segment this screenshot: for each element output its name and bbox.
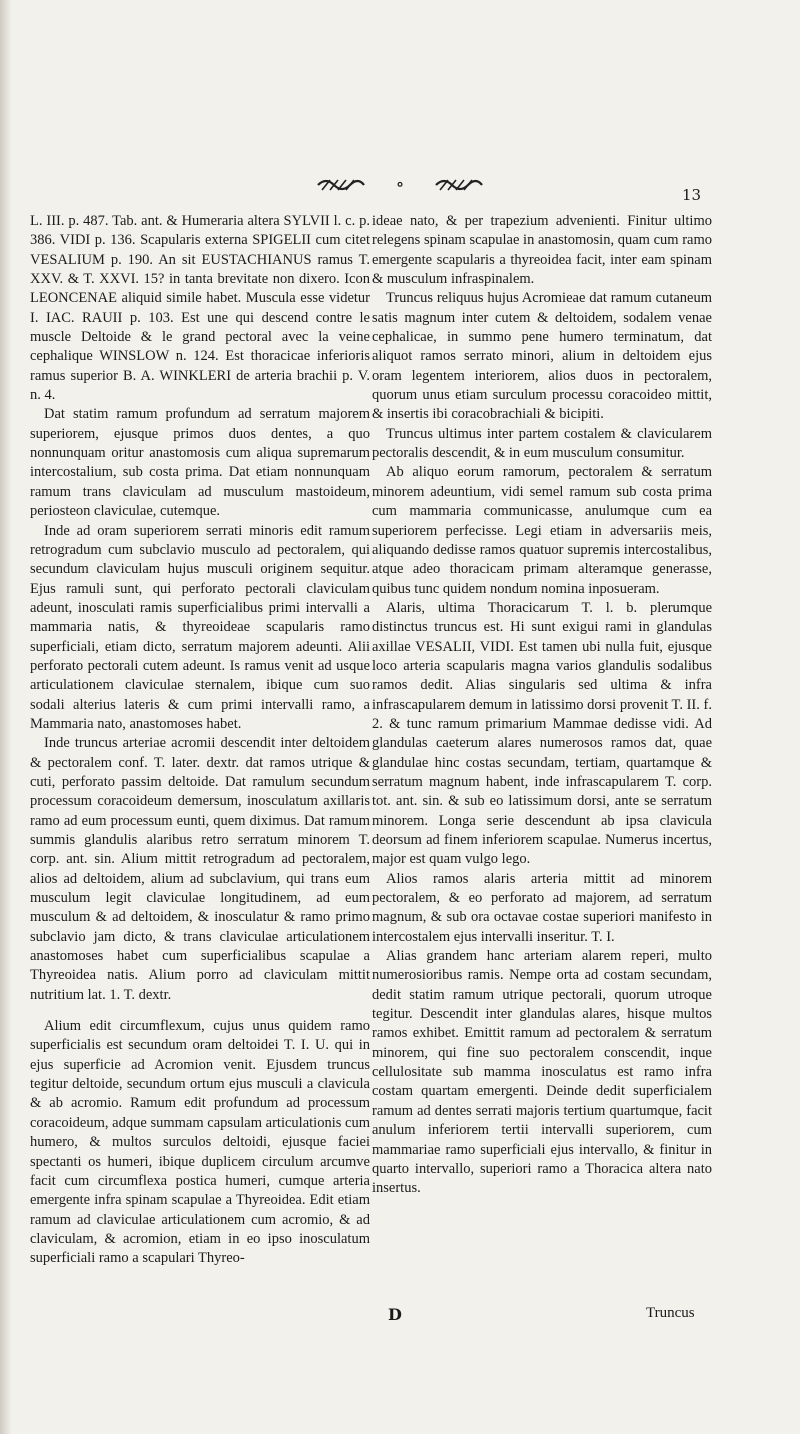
paragraph: Truncus ultimus inter partem costalem & clavicularem pectoralis descendit, & in eum musculum consumitur. <box>372 425 712 462</box>
left-column <box>30 212 370 1269</box>
catchword: Truncus <box>646 1305 695 1321</box>
paragraph: Alium edit circumflexum, cujus unus quidem ramo superficialis est secundum oram deltoidei T. I. U. qui in ejus superficie ad Acromion venit. Ejusdem truncus tegitur deltoide, secundum ortum ejus musculi a clavicula & ab acromio. Ramum edit profundum ad processum coracoideum, adque summam capsulam articulationis cum humero, & multos surculos deltoidi, ejusque faciei spectanti os humeri, ibique duplicem circulum arcumve facit cum circumflexa postica humeri, cumque arteria emergente infra spinam scapulae a Thyreoidea. Edit etiam ramum ad claviculae articulationem cum acromio, & ad claviculam, & acromion, etiam in eo ipso inosculatum superficiali ramo a scapulari Thyreo- <box>30 1018 370 1267</box>
flourish-left-icon <box>316 176 366 194</box>
header-dot: ∘ <box>395 174 405 195</box>
signature-mark: D <box>388 1305 402 1324</box>
page-number: 13 <box>682 186 702 204</box>
paragraph: Truncus reliquus hujus Acromieae dat ramum cutaneum satis magnum inter cutem & deltoidem, sodalem venae cephalicae, in summo pene humero terminatum, dat aliquot ramos serrato minori, alium in deltoidem ejus oram legentem interiorem, alios duos in pectoralem, quorum unus etiam surculum processu coracoideo mittit, & insertis ibi coracobrachiali & bicipiti. <box>372 290 712 423</box>
paragraph: Alios ramos alaris arteria mittit ad minorem pectoralem, & eo perforato ad majorem, ad serratum magnum, & sub ora octavae costae superiori manifesto in intercostalem ejus intervalli inseritur. T. I. <box>372 870 712 945</box>
paragraph: Inde truncus arteriae acromii descendit inter deltoidem & pectoralem conf. T. later. dextr. dat ramos utrique & cuti, perforato passim deltoide. Dat ramulum secundum processum coracoideum demersum, inosculatum axillaris ramo ad eum processum eunti, quem diximus. Dat ramum summis glandulis alaribus retro serratum minorem T. corp. ant. sin. Alium mittit retrogradum ad pectoralem, alios ad deltoidem, alium ad subclavium, qui trans eum musculum legit claviculae longitudinem, ad eum musculum & ad deltoidem, & inosculatur & ramo primo subclavio jam dicto, & trans claviculae articulationem anastomoses habet cum superficialibus scapulae a Thyreoidea natis. Alium porro ad claviculam mittit nutritium lat. 1. T. dextr. <box>30 735 370 1003</box>
paragraph: Ab aliquo eorum ramorum, pectoralem & serratum minorem adeuntium, vidi semel ramum sub costa prima cum mammaria communicasse, anulumque cum ea superiorem perfecisse. Legi etiam in adversariis meis, aliquando dedisse ramos quatuor supremis intercostalibus, atque adeo thoracicam primam alteramque generasse, quibus tunc quidem nondum nomina inposueram. <box>372 464 712 597</box>
paragraph: L. III. p. 487. Tab. ant. & Humeraria altera SYLVII l. c. p. 386. VIDI p. 136. Scapularis externa SPIGELII cum citet VESALIUM p. 190. An sit EUSTACHIANUS ramus T. XXV. & T. XXVI. 15? in tanta brevitate non dixero. Icon LEONCENAE aliquid simile habet. Musculа esse videtur I. IAC. RAUII p. 103. Est une qui descend contre le muscle Deltoide & le grand pectoral avec la veine cephalique WINSLOW n. 124. Est thoracicae inferioris ramus superior B. A. WINKLERI de arteria brachii p. V. n. 4. <box>30 213 370 404</box>
paragraph: Alaris, ultima Thoracicarum T. l. b. plerumque distinctus truncus est. Hi sunt exigui rami in glandulas axillae VESALII, VIDI. Est tamen ubi nulla fuit, ejusque loco arteria scapularis magna varios glandulis sodalibus ramos dedit. Alias singularis sed ultima & infra infrascapularem demum in latissimo dorsi provenit T. II. f. 2. & tunc ramum primarium Mammae dedisse vidi. Ad glandulas caeterum alares numerosos ramos dat, quae glandulae hinc costas secundam, tertiam, quartamque & serratum magnum habent, inde infrascapularem T. corp. tot. ant. sin. & sub eo latissimum dorsi, ante se serratum minorem. Longa serie descendunt ab ipsa clavicula deorsum ad finem inferiorem scapulae. Numerus incertus, major est quam vulgo lego. <box>372 599 712 868</box>
paragraph: Alias grandem hanc arteriam alarem reperi, multo numerosioribus ramis. Nempe orta ad costam secundam, dedit statim ramum utrique pectorali, quorum utroque tegitur. Descendit inter glandulas alares, hisque multos ramos exhibet. Emittit ramum ad pectoralem & serratum minorem, qui fine suo pectoralem conscendit, inque cellulositate sub mamma inosculatus est ramo infra costam quartam emergenti. Deinde dedit superficialem ramum ad dentes serrati majoris tertium quartumque, facit anulum inferiorem tertii intervalli superiorem, cum mammariae ramo superficiali ejus intervallo, & finitur in quarto intervallo, superiori ramo a Thoracica altera nato insertus. <box>372 948 712 1197</box>
paragraph: ideae nato, & per trapezium advenienti. Finitur ultimo relegens spinam scapulae in anastomosin, quam cum ramo emergente scapularis a thyreoidea facit, inter eam spinam & musculum infraspinalem. <box>372 213 712 288</box>
right-column <box>372 212 712 1199</box>
paragraph: Inde ad oram superiorem serrati minoris edit ramum retrogradum cum subclavio musculo ad pectoralem, qui secundum claviculam hujus musculi originem sequitur. Ejus ramuli sunt, qui perforato pectorali claviculam adeunt, inosculati ramis superficialibus primi intervalli a mammaria natis, & thyreoideae scapularis ramo superficiali, etiam dicto, serratum majorem adeunti. Alii perforato pectorali cutem adeunt. Is ramus venit ad usque articulationem claviculae sternalem, ibique cum suo sodali alterius lateris & cum primi intervalli ramo, a Mammaria nato, anastomoses habet. <box>30 522 370 732</box>
flourish-right-icon <box>434 176 484 194</box>
page-edge <box>0 0 12 1434</box>
header-ornament <box>0 172 800 198</box>
paragraph: Dat statim ramum profundum ad serratum majorem superiorem, ejusque primos duos dentes, a quo nonnunquam oritur anastomosis cum aliqua supremarum intercostalium, sub costa prima. Dat etiam nonnunquam ramum trans claviculam ad musculum mastoideum, periosteon claviculae, cutemque. <box>30 406 370 520</box>
